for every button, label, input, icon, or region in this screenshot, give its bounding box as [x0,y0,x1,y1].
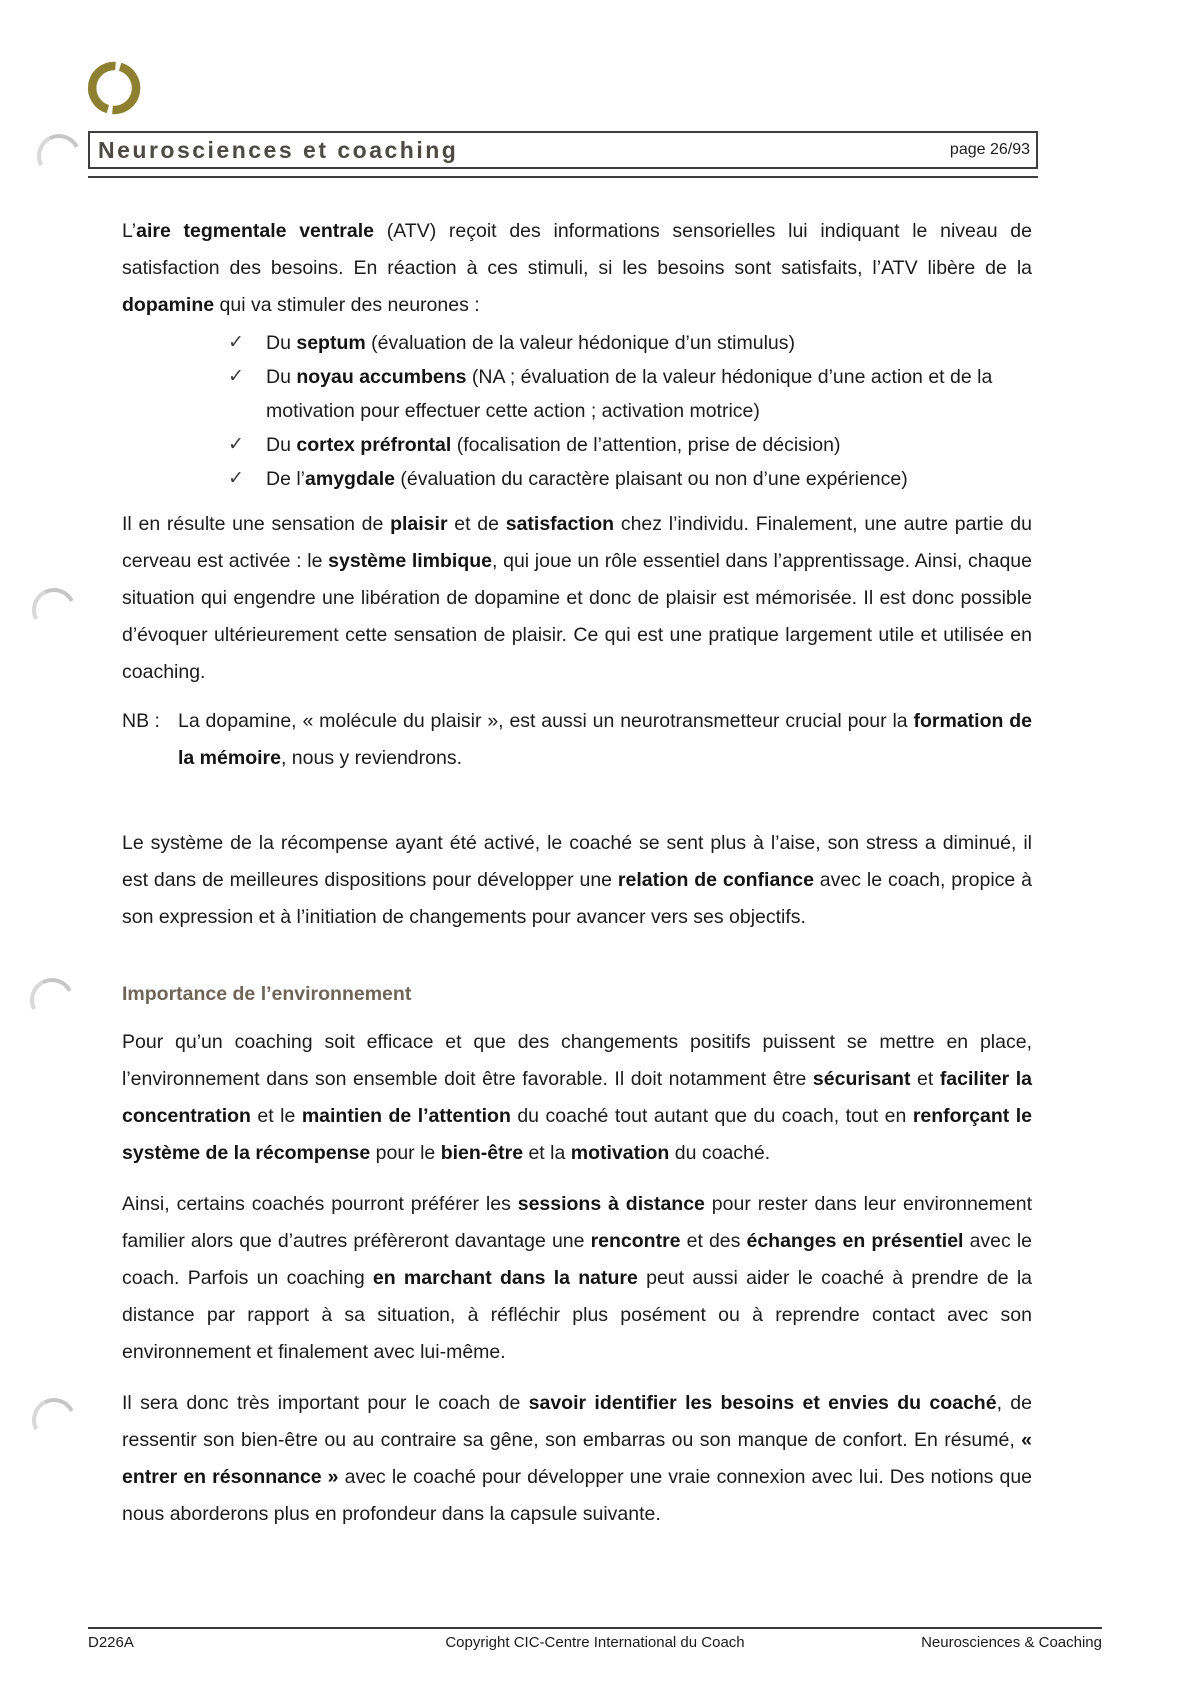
scan-artifact [24,972,79,1027]
section-heading-environnement: Importance de l’environnement [122,983,412,1005]
logo-left-arc [92,66,115,109]
checkmark-icon: ✓ [228,366,244,387]
paragraph-atv: L’aire tegmentale ventrale (ATV) reçoit des informations sensorielles lui indiquant le niveau de satisfaction des besoins. En réaction à ces stimuli, si les besoins sont satisfaits, l’ATV libère de la dopamine qui va stimuler des neurones : [122,220,1032,316]
paragraph-environnement: Pour qu’un coaching soit efficace et que des changements positifs puissent se mettre en place, l’environnement dans son ensemble doit être favorable. Il doit notamment être sécurisant et faciliter la concentration et le maintien de l’attention du coaché tout autant que du coach, tout en renforçant le système de la récompense pour le bien-être et la motivation du coaché. [122,1031,1032,1164]
checkmark-icon: ✓ [228,434,244,455]
nb-label: NB : [122,710,160,732]
list-item [228,360,1032,428]
header-rule [88,176,1038,178]
scan-artifact [26,582,81,637]
page-title: Neurosciences et coaching [98,136,459,163]
checkmark-icon: ✓ [228,332,244,353]
list-item-text: De l’amygdale (évaluation du caractère plaisant ou non d’une expérience) [266,468,908,490]
list-item [228,462,1032,496]
checkmark-icon: ✓ [228,468,244,489]
document-body [122,213,1032,1533]
footer [88,1634,1102,1651]
scan-artifact [31,128,86,183]
list-item [228,326,1032,360]
page-number: page 26/93 [949,141,1030,158]
cic-ring-logo-icon [84,56,144,120]
paragraph-recompense: Le système de la récompense ayant été activé, le coaché se sent plus à l’aise, son stress a diminué, il est dans de meilleures dispositions pour développer une relation de confiance avec le coach, propice à son expression et à l’initiation de changements pour avancer vers ses objectifs. [122,832,1032,928]
scan-artifact [26,1392,81,1447]
nb-text: La dopamine, « molécule du plaisir », est aussi un neurotransmetteur crucial pour la formation de la mémoire, nous y reviendrons. [178,710,1032,769]
list-item-text: Du cortex préfrontal (focalisation de l’attention, prise de décision) [266,434,841,456]
footer-copyright: Copyright CIC-Centre International du Coach [445,1634,745,1651]
list-item-text: Du septum (évaluation de la valeur hédonique d’un stimulus) [266,332,795,354]
list-item [228,428,1032,462]
footer-course-name: Neurosciences & Coaching [921,1634,1102,1651]
header [88,131,1038,169]
footer-doc-code: D226A [88,1634,134,1651]
paragraph-besoins: Il sera donc très important pour le coach de savoir identifier les besoins et envies du coaché, de ressentir son bien-être ou au contraire sa gêne, son embarras ou son manque de confort. En résumé, « entrer en résonnance » avec le coaché pour développer une vraie connexion avec lui. Des notions que nous aborderons plus en profondeur dans la capsule suivante. [122,1392,1033,1525]
list-item-text: Du noyau accumbens (NA ; évaluation de la valeur hédonique d’une action et de la motivation pour effectuer cette action ; activation motrice) [266,366,993,422]
paragraph-plaisir: Il en résulte une sensation de plaisir et de satisfaction chez l’individu. Finalement, une autre partie du cerveau est activée : le système limbique, qui joue un rôle essentiel dans l’apprentissage. Ainsi, chaque situation qui engendre une libération de dopamine et donc de plaisir est mémorisée. Il est donc possible d’évoquer ultérieurement cette sensation de plaisir. Ce qui est une pratique largement utile et utilisée en coaching. [122,513,1032,683]
footer-rule [88,1627,1102,1629]
nota-bene [122,703,1032,777]
dopamine-targets-list [228,326,1032,496]
paragraph-sessions: Ainsi, certains coachés pourront préférer les sessions à distance pour rester dans leur environnement familier alors que d’autres préfèreront davantage une rencontre et des échanges en présentiel avec le coach. Parfois un coaching en marchant dans la nature peut aussi aider le coaché à prendre de la distance par rapport à sa situation, à réfléchir plus posément ou à reprendre contact avec son environnement et finalement avec lui-même. [122,1193,1033,1363]
logo-right-arc [113,67,137,110]
